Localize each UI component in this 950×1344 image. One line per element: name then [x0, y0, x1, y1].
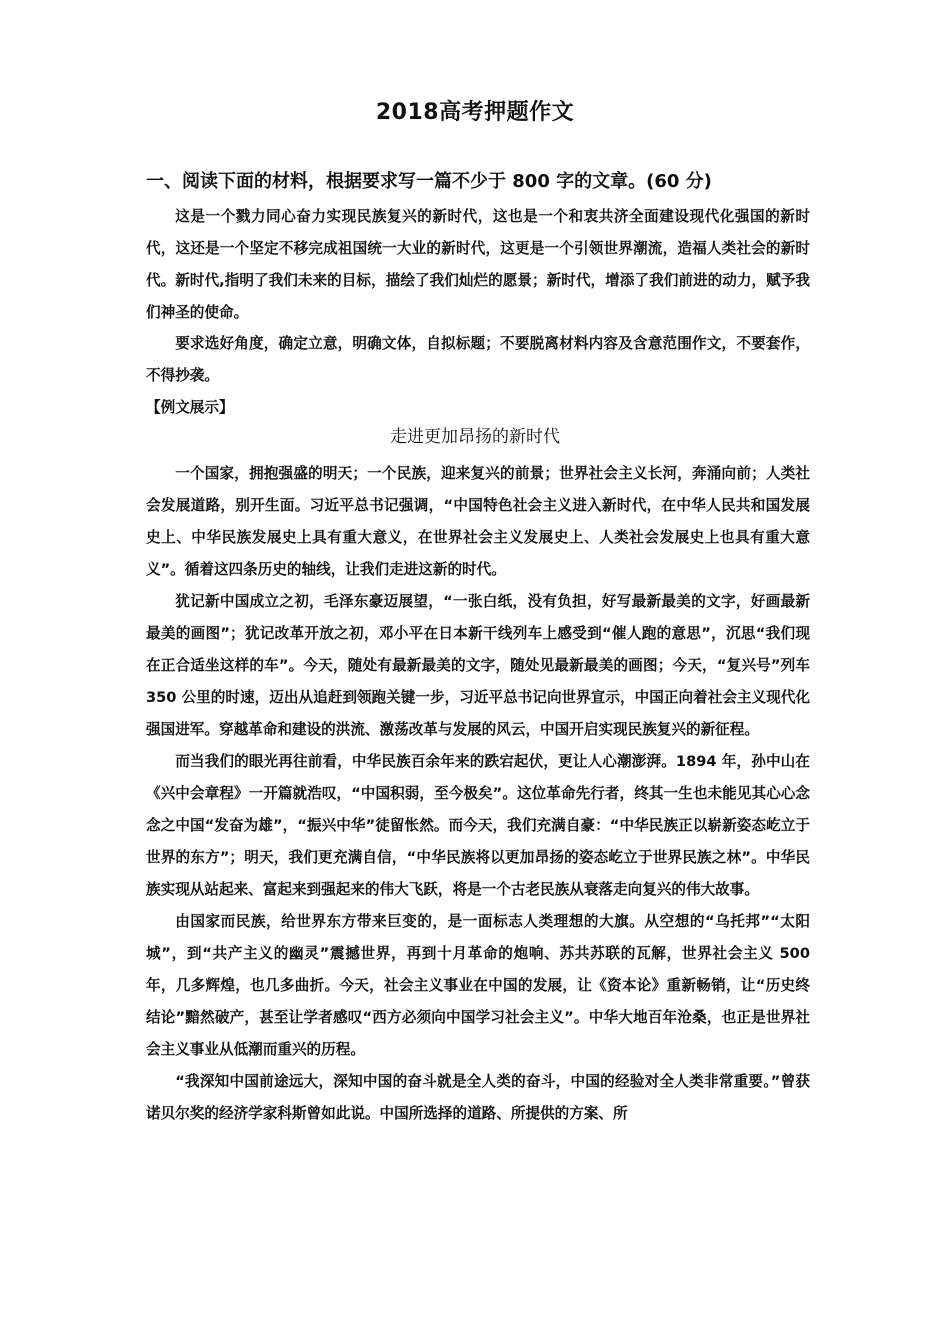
requirement-paragraph: 要求选好角度，确定立意，明确文体，自拟标题；不要脱离材料内容及含意范围作文，不要套作，不得抄袭。 — [146, 335, 810, 384]
section-heading: 一、阅读下面的材料，根据要求写一篇不少于 800 字的文章。(60 分) — [146, 171, 712, 192]
example-label: 【例文展示】 — [146, 399, 234, 416]
essay-body — [146, 458, 810, 1130]
essay-paragraph: 由国家而民族，给世界东方带来巨变的，是一面标志人类理想的大旗。从空想的“乌托邦”“太阳城”，到“共产主义的幽灵”震撼世界，再到十月革命的炮响、苏共苏联的瓦解，世界社会主义 500 年，几多辉煌，也几多曲折。今天，社会主义事业在中国的发展，让《资本论》重新畅销，让“历史终结论”黯然破产，甚至让学者感叹“西方必须向中国学习社会主义”。中华大地百年沧桑，也正是世界社会主义事业从低潮而重兴的历程。 — [146, 913, 810, 1058]
essay-paragraph: “我深知中国前途远大，深知中国的奋斗就是全人类的奋斗，中国的经验对全人类非常重要。”曾获诺贝尔奖的经济学家科斯曾如此说。中国所选择的道路、所提供的方案、所 — [146, 1073, 810, 1122]
prompt-paragraph: 这是一个戮力同心奋力实现民族复兴的新时代，这也是一个和衷共济全面建设现代化强国的新时代，这还是一个坚定不移完成祖国统一大业的新时代，这更是一个引领世界潮流，造福人类社会的新时代。新时代,指明了我们未来的目标，描绘了我们灿烂的愿景；新时代，增添了我们前进的动力，赋予我们神圣的使命。 — [146, 208, 810, 321]
essay-title: 走进更加昂扬的新时代 — [390, 427, 560, 447]
essay-paragraph: 而当我们的眼光再往前看，中华民族百余年来的跌宕起伏，更让人心潮澎湃。1894 年，孙中山在《兴中会章程》一开篇就浩叹，“中国积弱，至今极矣”。这位革命先行者，终其一生也未能见其心心念念之中国“发奋为雄”，“振兴中华”徒留怅然。而今天，我们充满自豪：“中华民族正以崭新姿态屹立于世界的东方”；明天，我们更充满自信，“中华民族将以更加昂扬的姿态屹立于世界民族之林”。中华民族实现从站起来、富起来到强起来的伟大飞跃，将是一个古老民族从衰落走向复兴的伟大故事。 — [146, 753, 810, 898]
writing-requirements — [146, 328, 810, 392]
essay-paragraph: 一个国家，拥抱强盛的明天；一个民族，迎来复兴的前景；世界社会主义长河，奔涌向前；人类社会发展道路，别开生面。习近平总书记强调，“中国特色社会主义进入新时代，在中华人民共和国发展史上、中华民族发展史上具有重大意义，在世界社会主义发展史上、人类社会发展史上也具有重大意义”。循着这四条历史的轴线，让我们走进这新的时代。 — [146, 465, 810, 578]
prompt-material — [146, 201, 810, 329]
document-title: 2018高考押题作文 — [375, 100, 575, 125]
essay-paragraph: 犹记新中国成立之初，毛泽东豪迈展望，“一张白纸，没有负担，好写最新最美的文字，好画最新最美的画图”；犹记改革开放之初，邓小平在日本新干线列车上感受到“催人跑的意思”，沉思“我们现在正合适坐这样的车”。今天，随处有最新最美的文字，随处见最新最美的画图；今天，“复兴号”列车 350 公里的时速，迈出从追赶到领跑关键一步，习近平总书记向世界宣示，中国正向着社会主义现代化强国进军。穿越革命和建设的洪流、激荡改革与发展的风云，中国开启实现民族复兴的新征程。 — [146, 593, 810, 738]
